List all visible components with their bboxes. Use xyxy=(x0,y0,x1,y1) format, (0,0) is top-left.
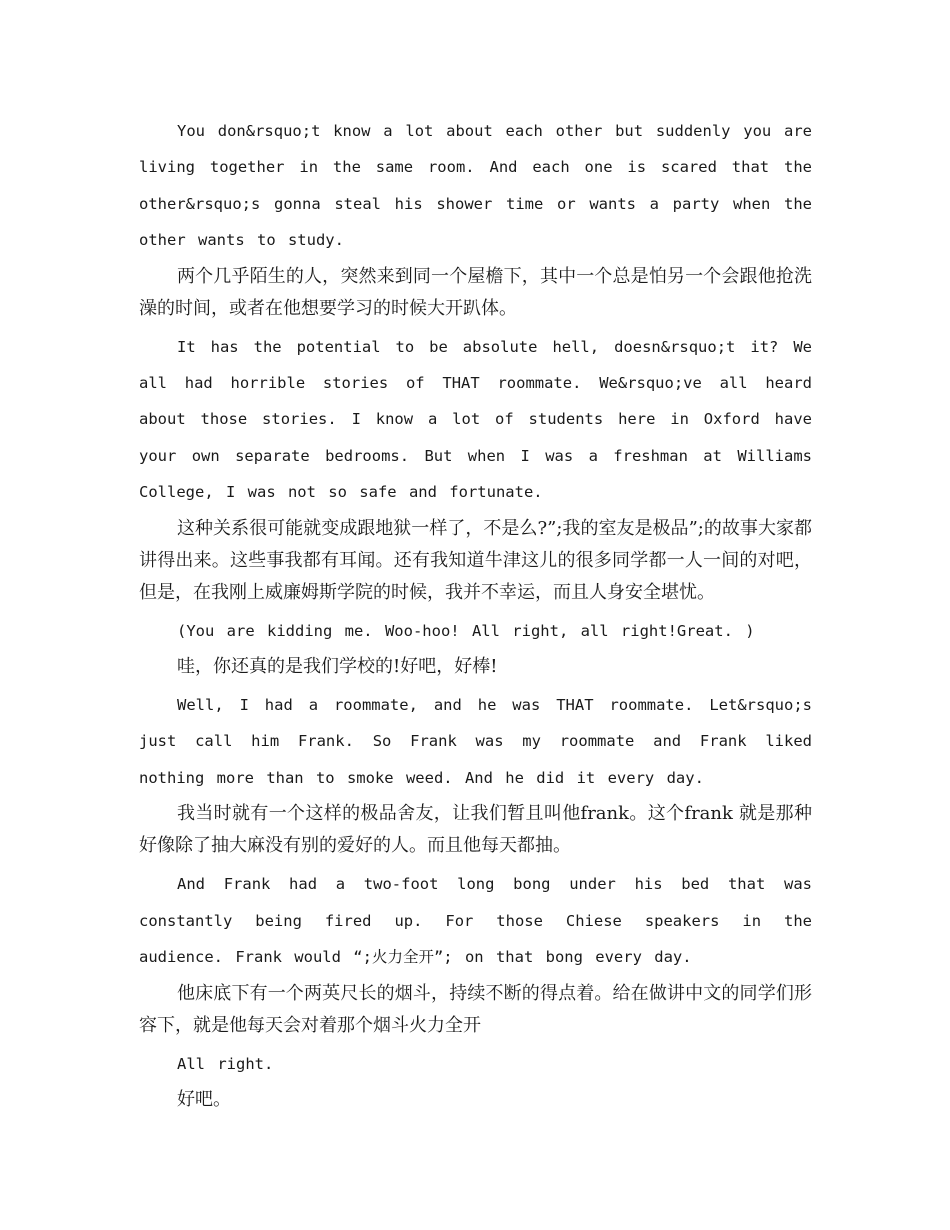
english-paragraph: All right. xyxy=(177,1054,274,1073)
chinese-paragraph: 哇，你还真的是我们学校的!好吧，好棒! xyxy=(177,656,498,678)
chinese-paragraph: 我当时就有一个这样的极品舍友，让我们暂且叫他frank。这个frank 就是那种好像除了抽大麻没有别的爱好的人。而且他每天都抽。 xyxy=(139,803,812,857)
english-paragraph: And Frank had a two-foot long bong under his bed that was constantly being fired up. For those Chiese speakers in the audience. Frank would “;火力全开”; on that bong every day. xyxy=(139,875,812,967)
chinese-paragraph: 他床底下有一个两英尺长的烟斗，持续不断的得点着。给在做讲中文的同学们形容下，就是他每天会对着那个烟斗火力全开 xyxy=(139,982,812,1036)
english-paragraph: (You are kidding me. Woo-hoo! All right, all right!Great. ) xyxy=(177,621,755,640)
document-body xyxy=(139,113,812,1120)
chinese-paragraph: 好吧。 xyxy=(177,1088,231,1110)
chinese-paragraph: 这种关系很可能就变成跟地狱一样了，不是么?”;我的室友是极品”;的故事大家都讲得出来。这些事我都有耳闻。还有我知道牛津这儿的很多同学都一人一间的对吧，但是，在我刚上威廉姆斯学院的时候，我并不幸运，而且人身安全堪忧。 xyxy=(139,517,812,603)
english-paragraph: Well, I had a roommate, and he was THAT roommate. Let&rsquo;s just call him Frank. So Frank was my roommate and Frank liked nothing more than to smoke weed. And he did it every day. xyxy=(139,696,812,787)
chinese-paragraph: 两个几乎陌生的人，突然来到同一个屋檐下，其中一个总是怕另一个会跟他抢洗澡的时间，或者在他想要学习的时候大开趴体。 xyxy=(139,265,812,319)
english-paragraph: You don&rsquo;t know a lot about each other but suddenly you are living together in the same room. And each one is scared that the other&rsquo;s gonna steal his shower time or wants a party when the other wants to study. xyxy=(139,122,812,250)
english-paragraph: It has the potential to be absolute hell, doesn&rsquo;t it? We all had horrible stories of THAT roommate. We&rsquo;ve all heard about those stories. I know a lot of students here in Oxford have your own separate bedrooms. But when I was a freshman at Williams College, I was not so safe and fortunate. xyxy=(139,337,812,502)
